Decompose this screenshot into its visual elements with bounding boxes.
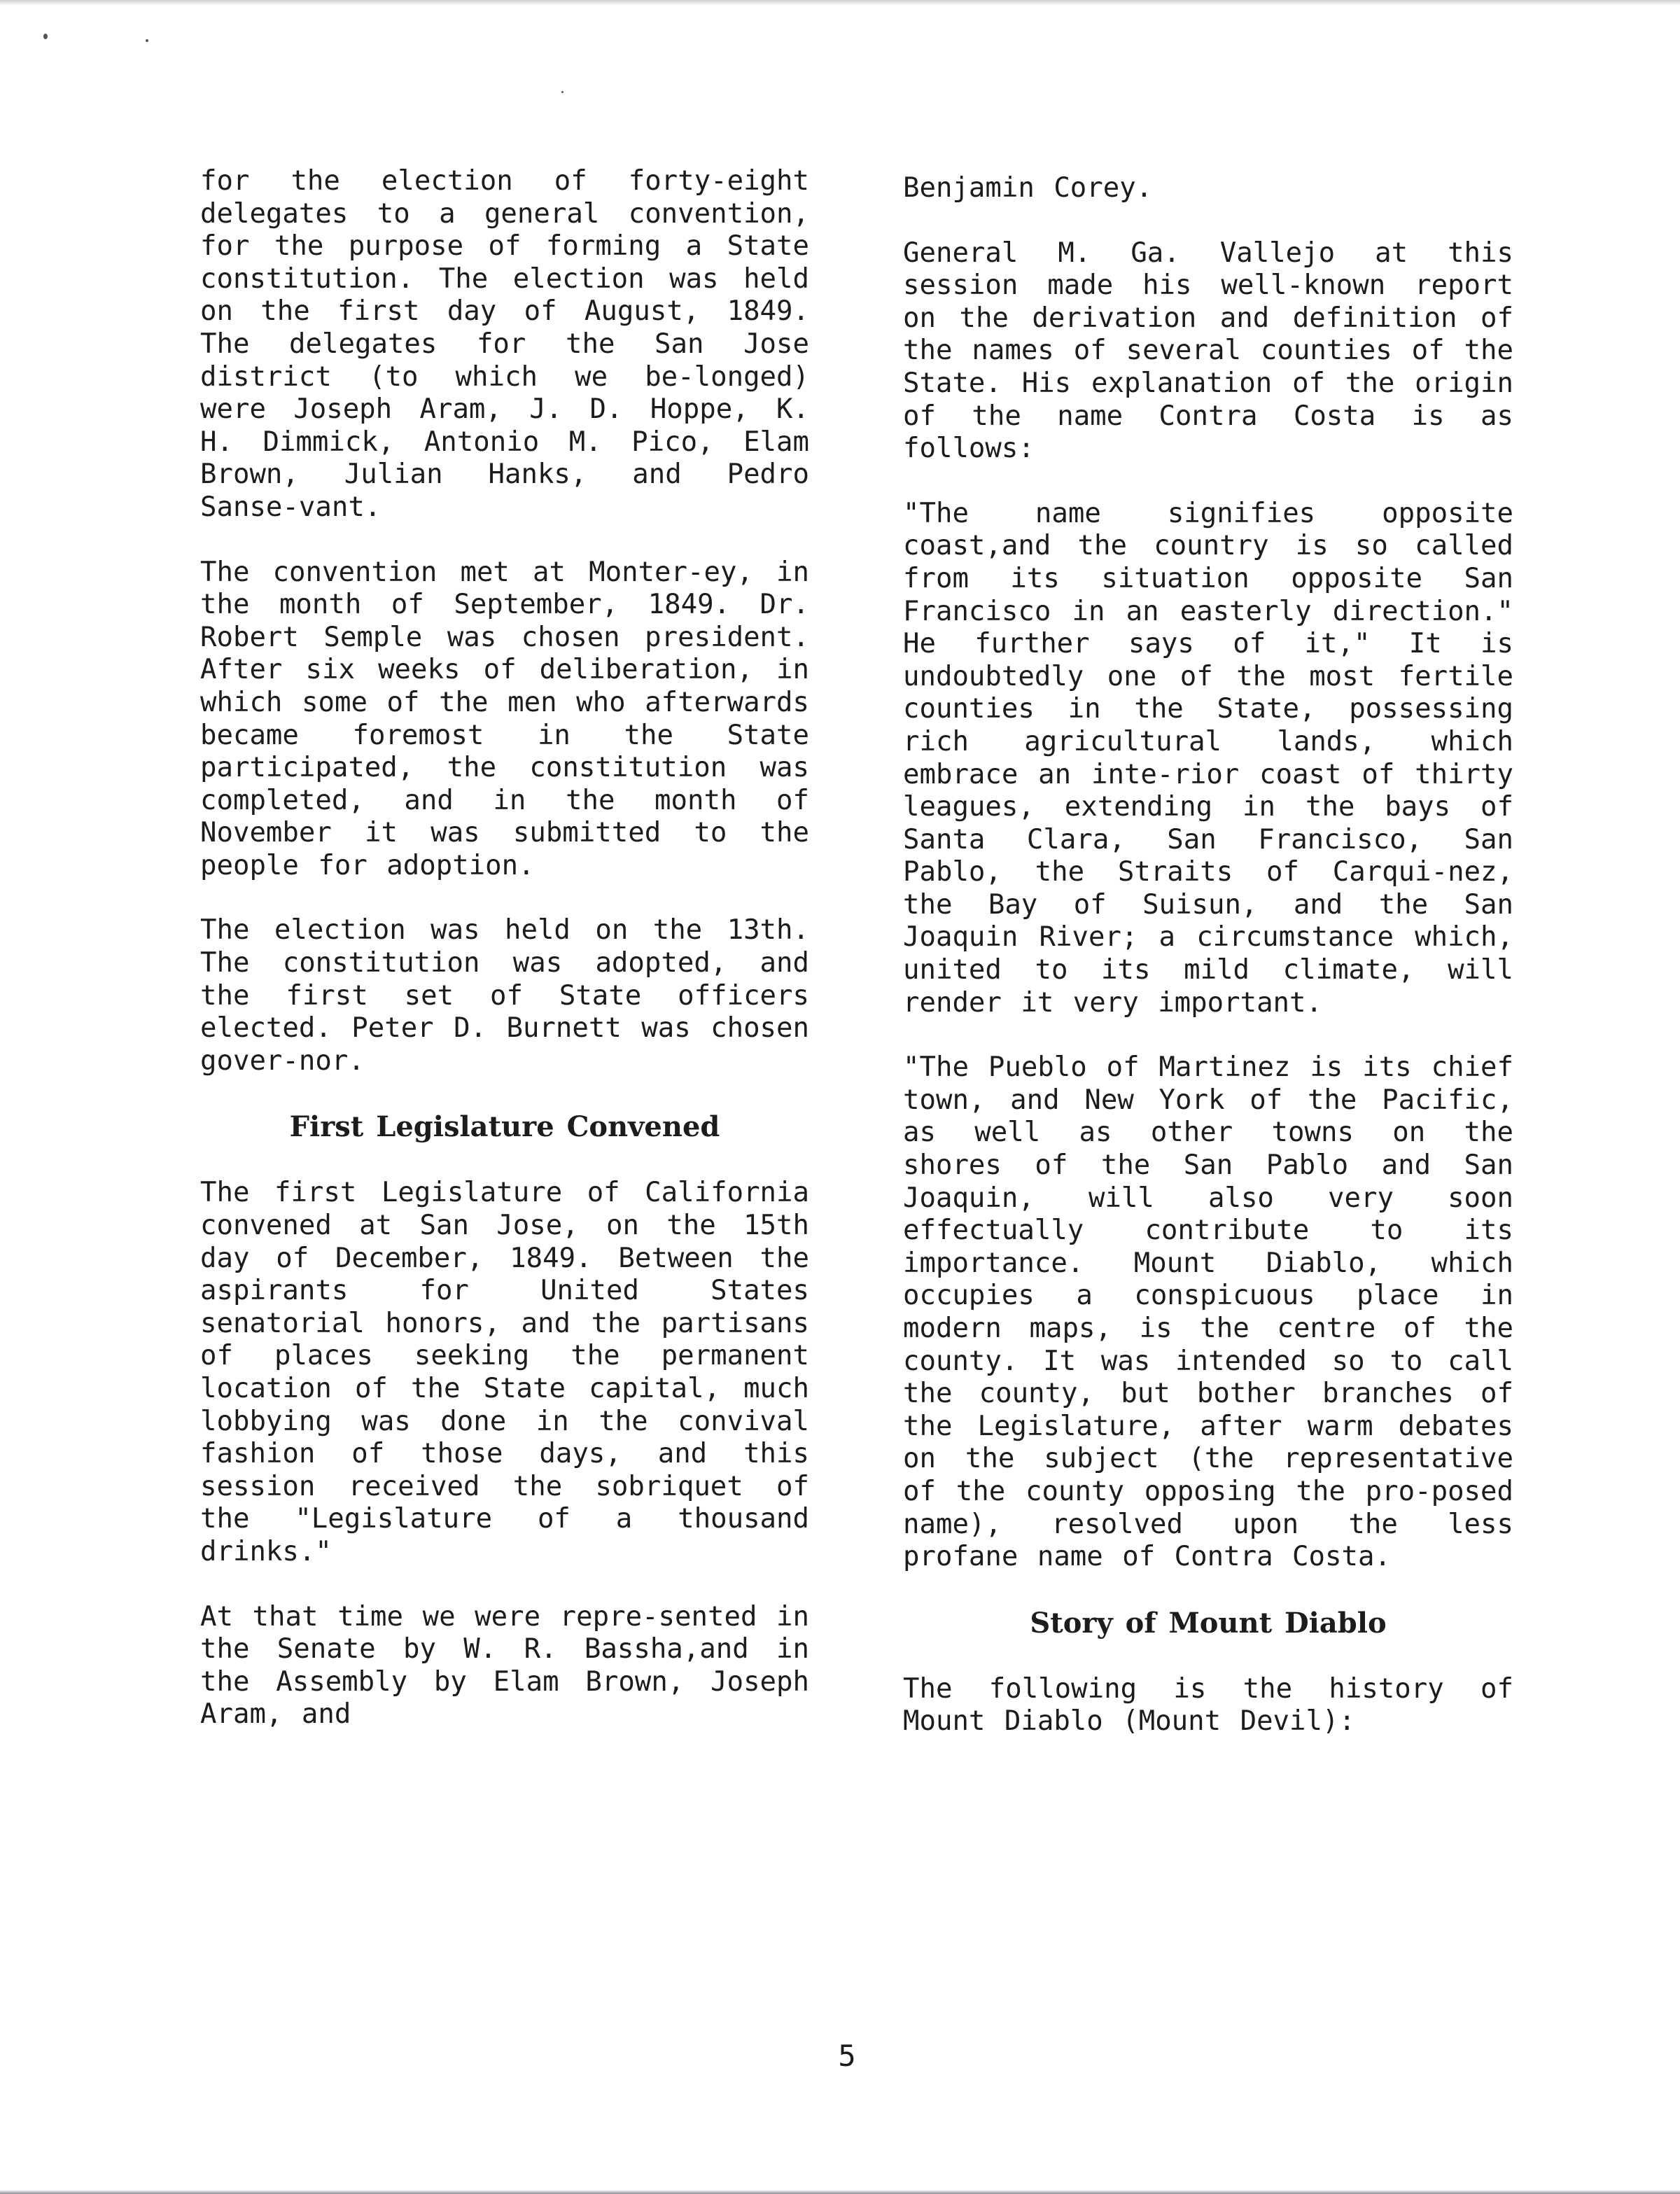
- paragraph-mount-diablo-history: The following is the history of Mount Diablo (Mount Devil):: [903, 1672, 1513, 1738]
- section-heading-mount-diablo: Story of Mount Diablo: [1030, 1606, 1387, 1640]
- left-column: [200, 165, 809, 1763]
- scan-edge-top: [0, 0, 1680, 6]
- paragraph-representation: At that time we were repre-sented in the Senate by W. R. Bassha,and in the Assembly by Elam Brown, Joseph Aram, and: [200, 1600, 809, 1731]
- paragraph-vallejo-report: General M. Ga. Vallejo at this session made his well-known report on the derivation and definition of the names of several counties of the State. His explanation of the origin of the name Contra Costa is as follows:: [903, 237, 1513, 465]
- paragraph-election: The election was held on the 13th. The constitution was adopted, and the first set of State officers elected. Peter D. Burnett was chosen gover-nor.: [200, 914, 809, 1077]
- scan-speck: [561, 91, 564, 93]
- paragraph-delegates: for the election of forty-eight delegates to a general convention, for the purpose of forming a State constitution. The election was held on the first day of August, 1849. The delegates for the San Jose district (to which we be-longed) were Joseph Aram, J. D. Hoppe, K. H. Dimmick, Antonio M. Pico, Elam Brown, Julian Hanks, and Pedro Sanse-vant.: [200, 165, 809, 523]
- paragraph-name-meaning: "The name signifies opposite coast,and the country is so called from its situation opposite San Francisco in an easterly direction." He further says of it," It is undoubtedly one of the most fertile counties in the State, possessing rich agricultural lands, which embrace an inte-rior coast of thirty leagues, extending in the bays of Santa Clara, San Francisco, San Pablo, the Straits of Carqui-nez, the Bay of Suisun, and the San Joaquin River; a circumstance which, united to its mild climate, will render it very important.: [903, 497, 1513, 1019]
- scan-speck: [43, 34, 48, 39]
- scan-speck: [146, 39, 148, 42]
- paragraph-convention: The convention met at Monter-ey, in the month of September, 1849. Dr. Robert Semple was chosen president. After six weeks of deliberation, in which some of the men who afterwards became foremost in the State participated, the constitution was completed, and in the month of November it was submitted to the people for adoption.: [200, 556, 809, 881]
- right-column: [903, 172, 1513, 1770]
- section-heading-first-legislature: First Legislature Convened: [289, 1110, 720, 1144]
- paragraph-first-legislature: The first Legislature of California convened at San Jose, on the 15th day of December, 1849. Between the aspirants for United States senatorial honors, and the partisans of places seeking the permanent location of the State capital, much lobbying was done in the convival fashion of those days, and this session received the sobriquet of the "Legislature of a thousand drinks.": [200, 1177, 809, 1567]
- paragraph-benjamin-corey: Benjamin Corey.: [903, 172, 1153, 204]
- page-number: 5: [838, 2039, 856, 2073]
- scan-edge-bottom: [0, 2190, 1680, 2194]
- paragraph-pueblo-martinez: "The Pueblo of Martinez is its chief town, and New York of the Pacific, as well as other towns on the shores of the San Pablo and San Joaquin, will also very soon effectually contribute to its importance. Mount Diablo, which occupies a conspicuous place in modern maps, is the centre of the county. It was intended so to call the county, but bother branches of the Legislature, after warm debates on the subject (the representative of the county opposing the pro-posed name), resolved upon the less profane name of Contra Costa.: [903, 1051, 1513, 1573]
